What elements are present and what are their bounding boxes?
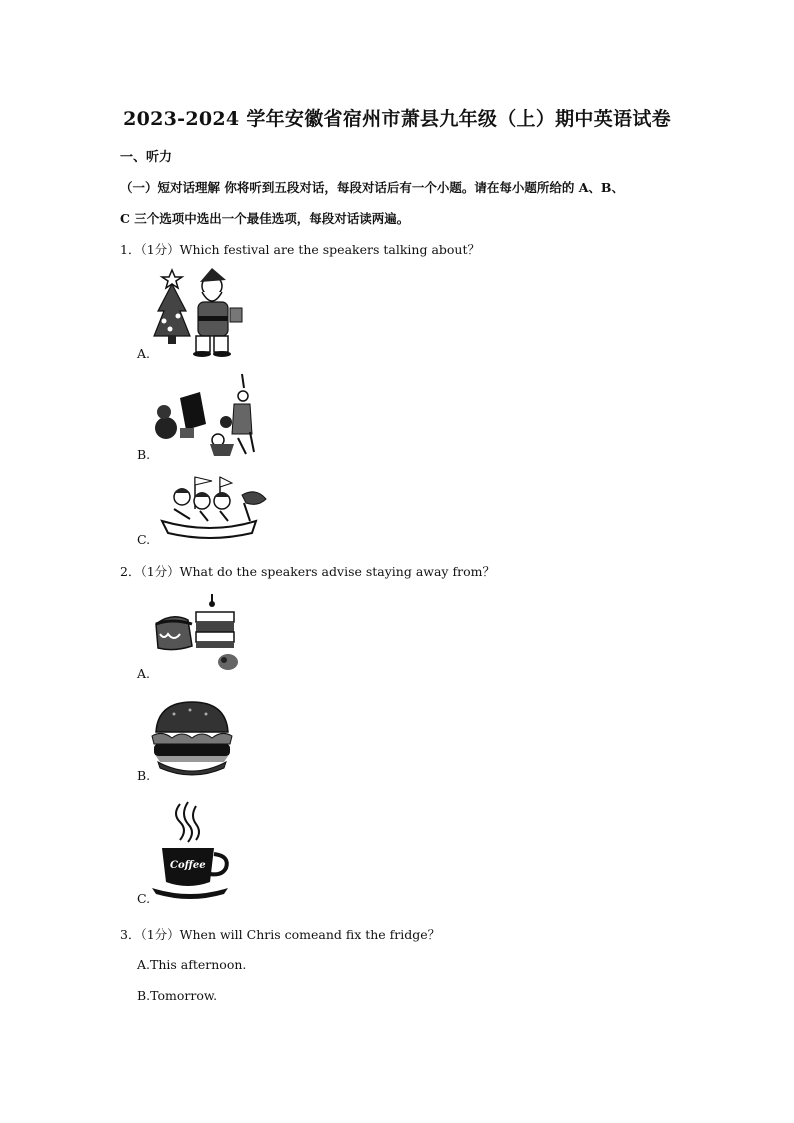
instruction-line-1: （一）短对话理解 你将听到五段对话，每段对话后有一个小题。请在每小题所给的 A、B、 (120, 180, 624, 195)
fireworks-picture (150, 372, 260, 460)
section-heading: 一、听力 (120, 150, 173, 165)
question-3: 3．（1分）When will Chris comeand fix the fridge？ (120, 927, 441, 942)
option-label-2b: B. (137, 768, 151, 783)
page-title: 2023-2024 学年安徽省宿州市萧县九年级（上）期中英语试卷 (123, 108, 671, 130)
option-label-2c: C. (137, 891, 151, 906)
cake-picture (152, 590, 244, 680)
hamburger-picture (150, 698, 234, 780)
option-3a: A.This afternoon. (137, 957, 247, 972)
option-label-1a: A. (137, 346, 151, 361)
christmas-picture (150, 266, 245, 358)
option-3b: B.Tomorrow. (137, 988, 218, 1003)
question-1: 1．（1分）Which festival are the speakers talking about？ (120, 242, 480, 257)
option-label-1b: B. (137, 447, 151, 462)
dragon-boat-picture (160, 473, 270, 545)
instruction-line-2: C 三个选项中选出一个最佳选项，每段对话读两遍。 (120, 211, 410, 226)
question-2: 2．（1分）What do the speakers advise staying away from？ (120, 564, 495, 579)
coffee-cup-text: Coffee (170, 860, 206, 871)
option-label-2a: A. (137, 666, 151, 681)
coffee-picture (152, 800, 232, 904)
option-label-1c: C. (137, 532, 151, 547)
